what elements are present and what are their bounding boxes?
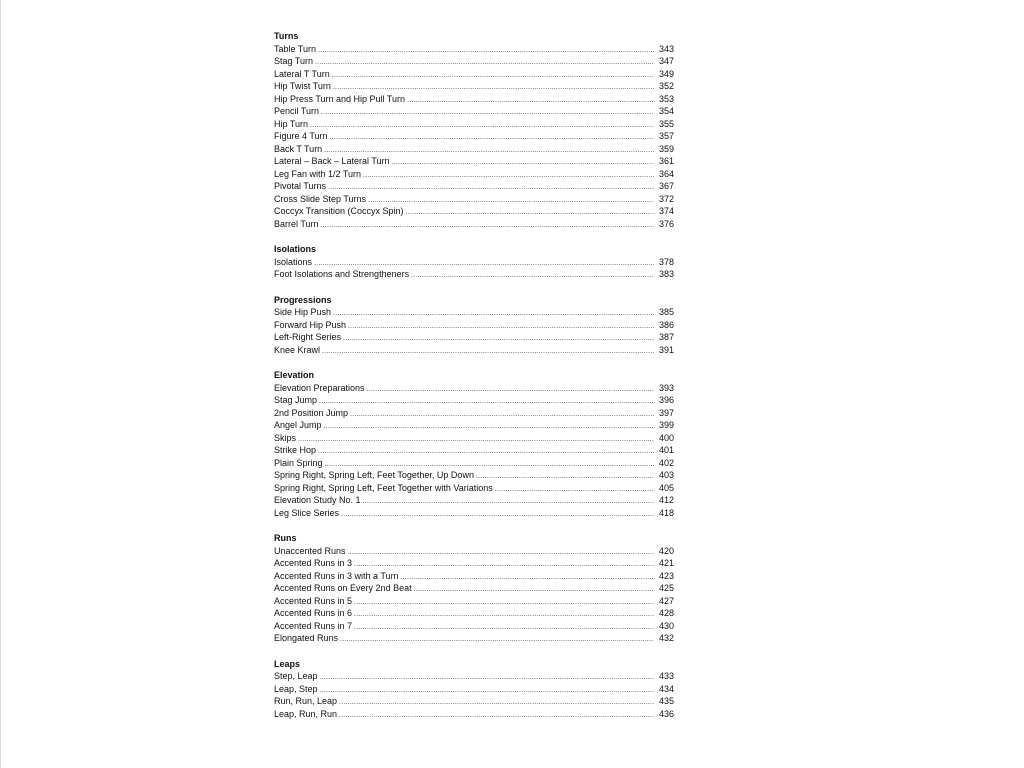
- dot-leader: [318, 45, 654, 58]
- dot-leader: [363, 170, 654, 183]
- dot-leader: [339, 710, 654, 723]
- entry-title: Isolations: [274, 256, 313, 267]
- dot-leader: [367, 384, 654, 397]
- entry-title: Accented Runs in 3 with a Turn: [274, 570, 399, 581]
- toc-entry[interactable]: [274, 419, 674, 432]
- dot-leader: [321, 220, 654, 233]
- entry-title: Accented Runs in 7: [274, 620, 353, 631]
- toc-entry[interactable]: [274, 482, 674, 495]
- entry-title: Accented Runs in 5: [274, 595, 353, 606]
- dot-leader: [320, 685, 654, 698]
- entry-title: Table Turn: [274, 43, 317, 54]
- toc-section-isolations: [274, 243, 674, 281]
- entry-title: Strike Hop: [274, 445, 317, 455]
- entry-page-number: 403: [658, 470, 674, 480]
- dot-leader: [354, 559, 654, 572]
- toc-entry[interactable]: [274, 557, 674, 570]
- toc-section-progressions: [274, 294, 674, 357]
- dot-leader: [392, 157, 654, 170]
- entry-title: Accented Runs in 3: [274, 558, 353, 568]
- dot-leader: [495, 484, 654, 497]
- entry-page-number: 354: [658, 106, 674, 116]
- entry-page-number: 364: [658, 168, 674, 179]
- entry-page-number: 423: [658, 570, 674, 581]
- dot-leader: [406, 207, 654, 220]
- entry-page-number: 425: [658, 583, 674, 593]
- dot-leader: [321, 107, 654, 120]
- entry-title: 2nd Position Jump: [274, 407, 349, 418]
- toc-section-elevation: [274, 369, 674, 519]
- entry-title: Spring Right, Spring Left, Feet Together with Variations: [274, 482, 493, 493]
- entry-page-number: 421: [658, 558, 674, 568]
- toc-entry[interactable]: [274, 344, 674, 357]
- entry-title: Pencil Turn: [274, 106, 320, 116]
- toc-entry[interactable]: [274, 570, 674, 583]
- entry-title: Step, Leap: [274, 671, 318, 681]
- dot-leader: [354, 609, 654, 622]
- toc-entry[interactable]: [274, 80, 674, 93]
- entry-title: Stag Jump: [274, 395, 318, 405]
- dot-leader: [350, 409, 654, 422]
- toc-entry[interactable]: [274, 457, 674, 470]
- entry-page-number: 432: [658, 633, 674, 643]
- dot-leader: [320, 672, 654, 685]
- toc-entry[interactable]: [274, 394, 674, 407]
- entry-page-number: 402: [658, 457, 674, 468]
- toc-entry[interactable]: [274, 93, 674, 106]
- section-heading: Leaps: [274, 658, 301, 669]
- toc-section-turns: [274, 30, 674, 230]
- entry-page-number: 401: [658, 445, 674, 455]
- toc-entry[interactable]: [274, 143, 674, 156]
- toc-entry[interactable]: [274, 168, 674, 181]
- entry-title: Stag Turn: [274, 56, 314, 66]
- entry-title: Elongated Runs: [274, 633, 339, 643]
- entry-page-number: 372: [658, 193, 674, 204]
- toc-entry[interactable]: [274, 130, 674, 143]
- entry-title: Forward Hip Push: [274, 319, 347, 330]
- entry-title: Elevation Preparations: [274, 382, 365, 393]
- dot-leader: [368, 195, 654, 208]
- dot-leader: [341, 509, 654, 522]
- entry-page-number: 376: [658, 218, 674, 229]
- entry-title: Foot Isolations and Strengtheners: [274, 269, 410, 279]
- entry-page-number: 433: [658, 671, 674, 681]
- dot-leader: [319, 396, 654, 409]
- entry-page-number: 434: [658, 683, 674, 694]
- entry-title: Accented Runs in 6: [274, 608, 353, 618]
- toc-entry[interactable]: [274, 105, 674, 118]
- entry-title: Elevation Study No. 1: [274, 495, 361, 505]
- entry-title: Angel Jump: [274, 420, 322, 430]
- toc-entry[interactable]: [274, 708, 674, 721]
- entry-title: Accented Runs on Every 2nd Beat: [274, 583, 412, 593]
- entry-page-number: 405: [658, 482, 674, 493]
- dot-leader: [324, 421, 654, 434]
- entry-page-number: 420: [658, 545, 674, 556]
- entry-title: Hip Press Turn and Hip Pull Turn: [274, 93, 406, 104]
- entry-title: Spring Right, Spring Left, Feet Together, Up Down: [274, 470, 474, 480]
- toc-entry[interactable]: [274, 193, 674, 206]
- toc-entry[interactable]: [274, 331, 674, 344]
- entry-title: Hip Twist Turn: [274, 81, 331, 91]
- entry-title: Knee Krawl: [274, 344, 321, 355]
- entry-title: Skips: [274, 432, 297, 443]
- toc-entry[interactable]: [274, 507, 674, 520]
- toc-entry[interactable]: [274, 155, 674, 168]
- entry-page-number: 436: [658, 708, 674, 719]
- dot-leader: [343, 333, 654, 346]
- section-heading: Isolations: [274, 244, 317, 254]
- dot-leader: [354, 622, 654, 635]
- toc-entry[interactable]: [274, 268, 674, 281]
- dot-leader: [348, 547, 654, 560]
- toc-section-runs: [274, 532, 674, 645]
- entry-page-number: 387: [658, 332, 674, 342]
- entry-page-number: 418: [658, 507, 674, 518]
- entry-title: Left-Right Series: [274, 332, 342, 342]
- toc-entry[interactable]: [274, 607, 674, 620]
- entry-page-number: 399: [658, 420, 674, 430]
- entry-page-number: 412: [658, 495, 674, 505]
- dot-leader: [333, 308, 654, 321]
- entry-title: Lateral T Turn: [274, 68, 330, 79]
- toc-entry[interactable]: [274, 382, 674, 395]
- toc-entry[interactable]: [274, 256, 674, 269]
- toc-entry[interactable]: [274, 68, 674, 81]
- dot-leader: [407, 95, 654, 108]
- entry-page-number: 396: [658, 395, 674, 405]
- entry-page-number: 355: [658, 118, 674, 129]
- toc-entry[interactable]: [274, 595, 674, 608]
- dot-leader: [330, 132, 654, 145]
- entry-title: Lateral – Back – Lateral Turn: [274, 156, 390, 166]
- dot-leader: [328, 182, 654, 195]
- dot-leader: [348, 321, 654, 334]
- toc-entry[interactable]: [274, 632, 674, 645]
- toc-entry[interactable]: [274, 683, 674, 696]
- entry-page-number: 378: [658, 256, 674, 267]
- entry-page-number: 357: [658, 131, 674, 141]
- entry-title: Pivotal Turns: [274, 181, 327, 191]
- entry-page-number: 428: [658, 608, 674, 618]
- entry-title: Back T Turn: [274, 143, 323, 154]
- toc-entry[interactable]: [274, 218, 674, 231]
- entry-page-number: 359: [658, 143, 674, 154]
- entry-page-number: 343: [658, 43, 674, 54]
- toc-entry[interactable]: [274, 695, 674, 708]
- dot-leader: [318, 446, 654, 459]
- section-heading: Elevation: [274, 370, 315, 380]
- entry-page-number: 391: [658, 344, 674, 355]
- dot-leader: [363, 496, 654, 509]
- entry-title: Coccyx Transition (Coccyx Spin): [274, 206, 404, 216]
- toc-entry[interactable]: [274, 205, 674, 218]
- toc-entry[interactable]: [274, 118, 674, 131]
- entry-page-number: 400: [658, 432, 674, 443]
- entry-page-number: 352: [658, 81, 674, 91]
- entry-page-number: 435: [658, 696, 674, 706]
- toc-entry[interactable]: [274, 670, 674, 683]
- entry-title: Hip Turn: [274, 118, 309, 129]
- toc-entry[interactable]: [274, 319, 674, 332]
- dot-leader: [340, 634, 654, 647]
- entry-title: Leg Fan with 1/2 Turn: [274, 168, 362, 179]
- entry-page-number: 430: [658, 620, 674, 631]
- entry-page-number: 397: [658, 407, 674, 418]
- dot-leader: [310, 120, 654, 133]
- entry-page-number: 427: [658, 595, 674, 606]
- section-heading: Runs: [274, 533, 297, 543]
- entry-page-number: 385: [658, 307, 674, 317]
- toc-entry[interactable]: [274, 494, 674, 507]
- section-heading: Turns: [274, 31, 299, 41]
- entry-title: Figure 4 Turn: [274, 131, 328, 141]
- dot-leader: [322, 346, 654, 359]
- entry-page-number: 353: [658, 93, 674, 104]
- toc-entry[interactable]: [274, 407, 674, 420]
- toc-entry[interactable]: [274, 545, 674, 558]
- dot-leader: [298, 434, 654, 447]
- table-of-contents: [274, 30, 674, 733]
- dot-leader: [315, 57, 654, 70]
- toc-entry[interactable]: [274, 432, 674, 445]
- toc-entry[interactable]: [274, 43, 674, 56]
- dot-leader: [354, 597, 654, 610]
- toc-section-leaps: [274, 658, 674, 721]
- entry-page-number: 349: [658, 68, 674, 79]
- entry-title: Side Hip Push: [274, 307, 332, 317]
- toc-entry[interactable]: [274, 180, 674, 193]
- entry-title: Barrel Turn: [274, 218, 319, 229]
- section-heading: Progressions: [274, 294, 332, 305]
- dot-leader: [476, 471, 654, 484]
- entry-title: Leap, Step: [274, 683, 318, 694]
- dot-leader: [332, 70, 654, 83]
- toc-entry[interactable]: [274, 444, 674, 457]
- dot-leader: [414, 584, 654, 597]
- entry-page-number: 383: [658, 269, 674, 279]
- entry-title: Plain Spring: [274, 457, 323, 468]
- entry-title: Unaccented Runs: [274, 545, 346, 556]
- entry-page-number: 386: [658, 319, 674, 330]
- entry-page-number: 361: [658, 156, 674, 166]
- toc-entry[interactable]: [274, 55, 674, 68]
- dot-leader: [339, 697, 654, 710]
- dot-leader: [411, 270, 654, 283]
- entry-title: Leap, Run, Run: [274, 708, 338, 719]
- toc-entry[interactable]: [274, 306, 674, 319]
- toc-entry[interactable]: [274, 620, 674, 633]
- entry-page-number: 367: [658, 181, 674, 191]
- dot-leader: [401, 572, 654, 585]
- entry-title: Run, Run, Leap: [274, 696, 338, 706]
- toc-entry[interactable]: [274, 582, 674, 595]
- entry-title: Leg Slice Series: [274, 507, 340, 518]
- entry-page-number: 374: [658, 206, 674, 216]
- entry-title: Cross Slide Step Turns: [274, 193, 367, 204]
- entry-page-number: 347: [658, 56, 674, 66]
- entry-page-number: 393: [658, 382, 674, 393]
